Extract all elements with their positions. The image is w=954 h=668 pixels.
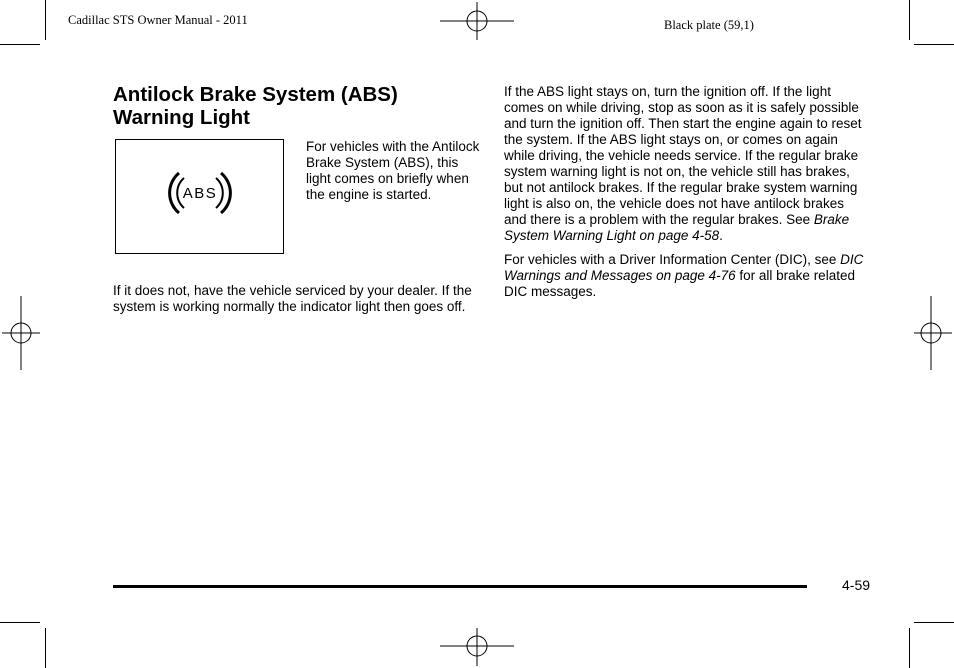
crop-mark <box>45 0 46 40</box>
intro-paragraph: For vehicles with the Antilock Brake System (ABS), this light comes on briefly when the engine is started. <box>306 139 480 202</box>
right-paragraph-2 <box>504 252 869 300</box>
abs-icon-box <box>115 139 284 254</box>
crop-mark <box>909 0 910 40</box>
right-paragraph-1 <box>504 84 869 244</box>
crop-mark <box>909 628 910 668</box>
section-title-line2: Warning Light <box>113 106 251 129</box>
left-paragraph: If it does not, have the vehicle serviced by your dealer. If the system is working normally the indicator light then goes off. <box>113 283 472 314</box>
brake-warning-reference-link[interactable]: Brake System Warning Light on page 4-58 <box>504 212 850 243</box>
crop-mark <box>45 628 46 668</box>
crop-mark <box>0 44 40 45</box>
crop-mark <box>914 44 954 45</box>
page-number: 4-59 <box>842 577 871 593</box>
header-manual-title: Cadillac STS Owner Manual - 2011 <box>68 13 248 27</box>
abs-icon-label: ABS <box>182 185 218 202</box>
registration-mark-top <box>440 0 514 44</box>
section-title <box>113 83 453 129</box>
abs-light-instructions: If the ABS light stays on, turn the ignition off. If the light comes on while driving, stop as soon as it is safely possible and turn the ignition off. Then start the engine again to reset the system. If the ABS light stays on, or comes on again while driving, the vehicle needs service. If the regular brake system warning light is not on, the vehicle still has brakes, but not antilock brakes. If the regular brake system warning light is also on, the vehicle does not have antilock brakes and there is a problem with the regular brakes. See <box>504 84 862 227</box>
registration-mark-bottom <box>440 624 514 668</box>
footer-rule <box>113 585 807 588</box>
registration-mark-left <box>0 296 44 370</box>
header-plate-info: Black plate (59,1) <box>664 18 754 32</box>
right-column <box>504 84 869 308</box>
dic-warnings-reference-link[interactable]: DIC Warnings and Messages on page 4-76 <box>504 252 864 283</box>
paragraph-suffix: . <box>719 228 723 243</box>
dic-suffix: for all brake related DIC messages. <box>504 268 855 299</box>
section-title-line1: Antilock Brake System (ABS) <box>113 83 398 106</box>
dic-prefix: For vehicles with a Driver Information Center (DIC), see <box>504 252 841 267</box>
abs-warning-icon <box>116 140 283 253</box>
crop-mark <box>914 622 954 623</box>
registration-mark-right <box>910 296 954 370</box>
crop-mark <box>0 622 40 623</box>
